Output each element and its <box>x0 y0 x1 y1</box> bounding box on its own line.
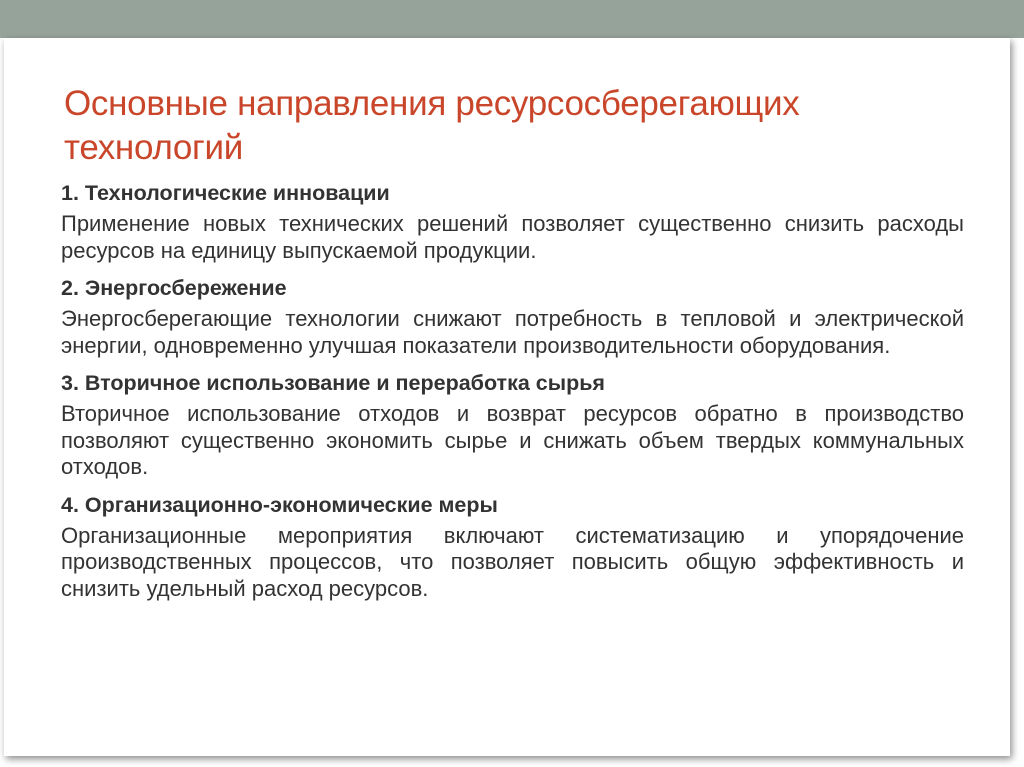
section-organizational-measures <box>61 490 964 603</box>
section-energy-saving <box>61 273 964 359</box>
section-body: Вторичное использование отходов и возврат ресурсов обратно в производство позволяют существенно экономить сырье и снижать объем твердых коммунальных отходов. <box>61 401 964 479</box>
section-body: Применение новых технических решений позволяет существенно снизить расходы ресурсов на единицу выпускаемой продукции. <box>61 211 964 263</box>
section-heading: 1. Технологические инновации <box>61 181 390 205</box>
section-technological-innovations <box>61 178 964 264</box>
section-heading: 4. Организационно-экономические меры <box>61 492 498 517</box>
top-bar <box>0 0 1024 38</box>
section-body: Организационные мероприятия включают систематизацию и упорядочение производственных процессов, что позволяет повысить общую эффективность и снизить удельный расход ресурсов. <box>61 522 964 601</box>
section-recycling <box>61 368 964 481</box>
slide <box>4 38 1010 756</box>
slide-content <box>61 178 964 611</box>
slide-title: Основные направления ресурсосберегающих технологий <box>64 84 800 167</box>
section-body: Энергосберегающие технологии снижают потребность в тепловой и электрической энергии, одновременно улучшая показатели производительности оборудования. <box>61 306 964 358</box>
section-heading: 3. Вторичное использование и переработка сырья <box>61 371 605 395</box>
section-heading: 2. Энергосбережение <box>61 276 287 300</box>
